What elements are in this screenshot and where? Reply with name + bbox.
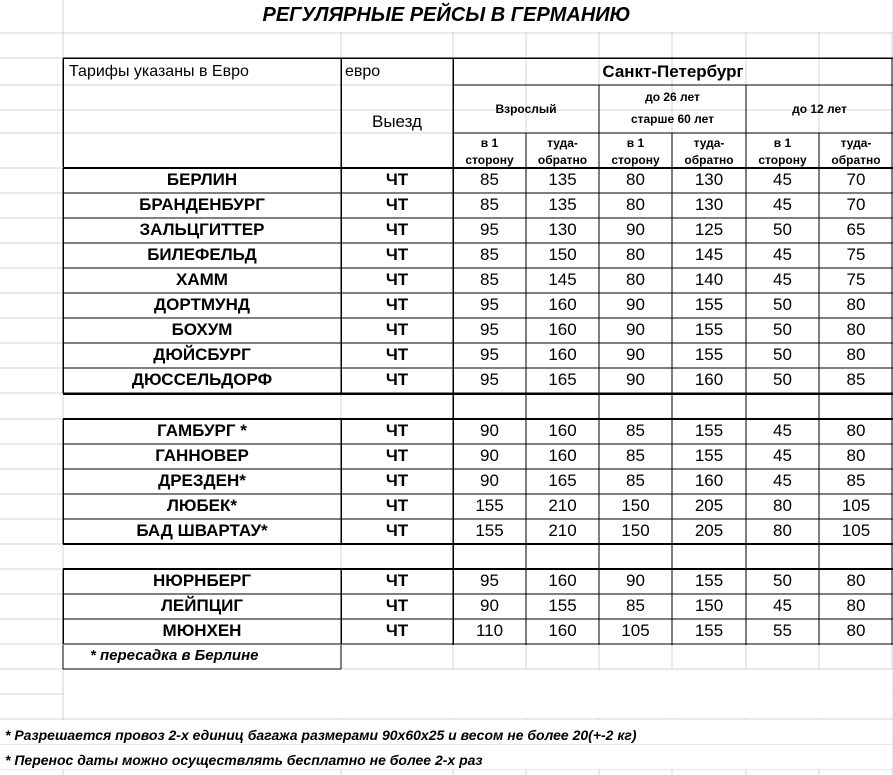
price-cell: 145	[694, 245, 724, 264]
price-cell: 80	[846, 421, 866, 440]
departure-day: ЧТ	[385, 220, 409, 239]
round-trip-subheader-2: обратно	[684, 153, 734, 167]
departure-day: ЧТ	[385, 421, 409, 440]
price-cell: 45	[773, 471, 792, 490]
footnote-baggage: * Разрешается провоз 2-х единиц багажа размерами 90х60х25 и весом не более 20(+-2 кг)	[5, 727, 637, 743]
price-cell: 205	[694, 496, 724, 515]
price-cell: 80	[626, 270, 645, 289]
departure-day: ЧТ	[385, 170, 409, 189]
price-cell: 65	[846, 220, 866, 239]
departure-day: ЧТ	[385, 345, 409, 364]
departure-day: ЧТ	[385, 446, 409, 465]
price-cell: 90	[626, 295, 645, 314]
price-cell: 90	[480, 596, 499, 615]
price-cell: 90	[626, 220, 645, 239]
round-trip-subheader-1: туда-	[840, 136, 872, 150]
city-name: БИЛЕФЕЛЬД	[147, 245, 257, 264]
price-cell: 95	[480, 571, 499, 590]
price-cell: 160	[694, 471, 724, 490]
price-cell: 90	[626, 370, 645, 389]
footnote-date-change: * Перенос даты можно осуществлять бесплатно не более 2-х раз	[5, 752, 483, 768]
price-cell: 80	[626, 170, 645, 189]
price-cell: 155	[694, 320, 724, 339]
price-cell: 150	[548, 245, 577, 264]
round-trip-subheader-2: обратно	[537, 153, 588, 167]
price-cell: 155	[694, 345, 724, 364]
price-cell: 90	[626, 571, 645, 590]
price-cell: 130	[548, 220, 577, 239]
price-cell: 145	[548, 270, 577, 289]
adult-header: Взрослый	[495, 102, 557, 116]
price-cell: 85	[626, 421, 645, 440]
price-cell: 165	[548, 370, 577, 389]
departure-day: ЧТ	[385, 471, 409, 490]
price-cell: 140	[694, 270, 724, 289]
city-name: БАД ШВАРТАУ*	[136, 521, 268, 540]
price-cell: 105	[841, 496, 871, 515]
price-cell: 75	[846, 270, 866, 289]
city-name: ДЮЙСБУРГ	[153, 345, 251, 364]
city-name: БРАНДЕНБУРГ	[139, 195, 265, 214]
price-cell: 135	[548, 170, 577, 189]
youth-header-line2: старше 60 лет	[630, 112, 715, 126]
price-cell: 205	[694, 521, 724, 540]
price-cell: 80	[773, 521, 792, 540]
one-way-subheader-1: в 1	[626, 136, 645, 150]
price-cell: 160	[694, 370, 724, 389]
price-cell: 90	[480, 421, 499, 440]
city-group-header: Санкт-Петербург	[602, 62, 744, 81]
departure-day: ЧТ	[385, 571, 409, 590]
price-cell: 150	[694, 596, 724, 615]
price-cell: 95	[480, 345, 499, 364]
price-cell: 85	[846, 370, 866, 389]
price-cell: 160	[548, 421, 577, 440]
price-cell: 85	[480, 195, 499, 214]
one-way-subheader-1: в 1	[773, 136, 792, 150]
price-cell: 165	[548, 471, 577, 490]
price-cell: 155	[475, 521, 504, 540]
price-cell: 50	[773, 295, 792, 314]
one-way-subheader-2: сторону	[758, 153, 807, 167]
departure-day: ЧТ	[385, 370, 409, 389]
price-cell: 95	[480, 220, 499, 239]
price-cell: 80	[626, 195, 645, 214]
price-cell: 80	[773, 496, 792, 515]
price-cell: 155	[694, 571, 724, 590]
city-name: ДОРТМУНД	[154, 295, 250, 314]
price-cell: 160	[548, 345, 577, 364]
price-cell: 90	[480, 471, 499, 490]
round-trip-subheader-2: обратно	[831, 153, 881, 167]
city-name: ДЮССЕЛЬДОРФ	[131, 370, 273, 389]
transfer-note: * пересадка в Берлине	[90, 647, 259, 664]
price-cell: 160	[548, 571, 577, 590]
price-cell: 105	[841, 521, 871, 540]
price-cell: 50	[773, 370, 792, 389]
price-cell: 85	[846, 471, 866, 490]
city-name: ЛЕЙПЦИГ	[161, 596, 243, 615]
price-cell: 85	[626, 471, 645, 490]
departure-day: ЧТ	[385, 320, 409, 339]
price-cell: 155	[548, 596, 577, 615]
departure-day: ЧТ	[385, 496, 409, 515]
price-cell: 80	[846, 596, 866, 615]
city-name: ДРЕЗДЕН*	[158, 471, 246, 490]
child-header: до 12 лет	[792, 102, 847, 116]
round-trip-subheader-1: туда-	[693, 136, 725, 150]
city-name: БОХУМ	[171, 320, 233, 339]
price-cell: 150	[621, 496, 650, 515]
price-cell: 90	[480, 446, 499, 465]
price-cell: 160	[548, 446, 577, 465]
price-cell: 70	[846, 170, 866, 189]
price-cell: 155	[694, 446, 724, 465]
price-cell: 50	[773, 220, 792, 239]
city-name: ГАННОВЕР	[155, 446, 249, 465]
price-cell: 45	[773, 596, 792, 615]
price-cell: 135	[548, 195, 577, 214]
price-cell: 50	[773, 571, 792, 590]
price-cell: 210	[548, 521, 577, 540]
price-cell: 110	[475, 621, 504, 640]
price-cell: 55	[773, 621, 792, 640]
departure-day: ЧТ	[385, 596, 409, 615]
price-cell: 80	[846, 621, 866, 640]
tariff-label: Тарифы указаны в Евро	[69, 63, 249, 80]
price-cell: 85	[480, 245, 499, 264]
city-name: ГАМБУРГ *	[157, 421, 247, 440]
price-cell: 75	[846, 245, 866, 264]
price-cell: 155	[694, 621, 724, 640]
price-cell: 85	[626, 596, 645, 615]
price-cell: 45	[773, 270, 792, 289]
price-cell: 80	[846, 320, 866, 339]
city-name: БЕРЛИН	[166, 170, 238, 189]
price-cell: 160	[548, 320, 577, 339]
price-cell: 125	[694, 220, 724, 239]
price-cell: 150	[621, 521, 650, 540]
price-cell: 130	[694, 195, 724, 214]
price-cell: 45	[773, 446, 792, 465]
city-name: ЛЮБЕК*	[166, 496, 237, 515]
price-cell: 155	[694, 295, 724, 314]
departure-day: ЧТ	[385, 245, 409, 264]
currency-label: евро	[345, 63, 381, 80]
city-name: НЮРНБЕРГ	[153, 571, 251, 590]
price-cell: 80	[846, 345, 866, 364]
price-cell: 70	[846, 195, 866, 214]
city-name: МЮНХЕН	[162, 621, 242, 640]
price-cell: 80	[846, 446, 866, 465]
one-way-subheader-1: в 1	[480, 136, 499, 150]
price-cell: 95	[480, 320, 499, 339]
price-cell: 85	[480, 270, 499, 289]
price-cell: 90	[626, 345, 645, 364]
price-cell: 160	[548, 621, 577, 640]
price-cell: 45	[773, 245, 792, 264]
price-cell: 95	[480, 295, 499, 314]
departure-day: ЧТ	[385, 521, 409, 540]
price-cell: 105	[621, 621, 650, 640]
price-cell: 155	[475, 496, 504, 515]
departure-day: ЧТ	[385, 295, 409, 314]
price-cell: 90	[626, 320, 645, 339]
city-name: ЗАЛЬЦГИТТЕР	[139, 220, 265, 239]
page-title: РЕГУЛЯРНЫЕ РЕЙСЫ В ГЕРМАНИЮ	[262, 4, 631, 26]
city-name: ХАММ	[176, 270, 228, 289]
price-cell: 85	[626, 446, 645, 465]
price-cell: 50	[773, 345, 792, 364]
departure-day: ЧТ	[385, 195, 409, 214]
round-trip-subheader-1: туда-	[547, 136, 578, 150]
price-cell: 45	[773, 195, 792, 214]
departure-day: ЧТ	[385, 621, 409, 640]
youth-header-line1: до 26 лет	[645, 90, 700, 104]
price-cell: 155	[694, 421, 724, 440]
price-cell: 45	[773, 421, 792, 440]
price-cell: 45	[773, 170, 792, 189]
price-cell: 85	[480, 170, 499, 189]
price-cell: 130	[694, 170, 724, 189]
price-cell: 160	[548, 295, 577, 314]
price-cell: 210	[548, 496, 577, 515]
departure-label: Выезд	[372, 112, 422, 131]
price-cell: 80	[846, 571, 866, 590]
one-way-subheader-2: сторону	[611, 153, 660, 167]
price-cell: 80	[626, 245, 645, 264]
price-cell: 80	[846, 295, 866, 314]
price-cell: 95	[480, 370, 499, 389]
one-way-subheader-2: сторону	[465, 153, 514, 167]
departure-day: ЧТ	[385, 270, 409, 289]
price-cell: 50	[773, 320, 792, 339]
